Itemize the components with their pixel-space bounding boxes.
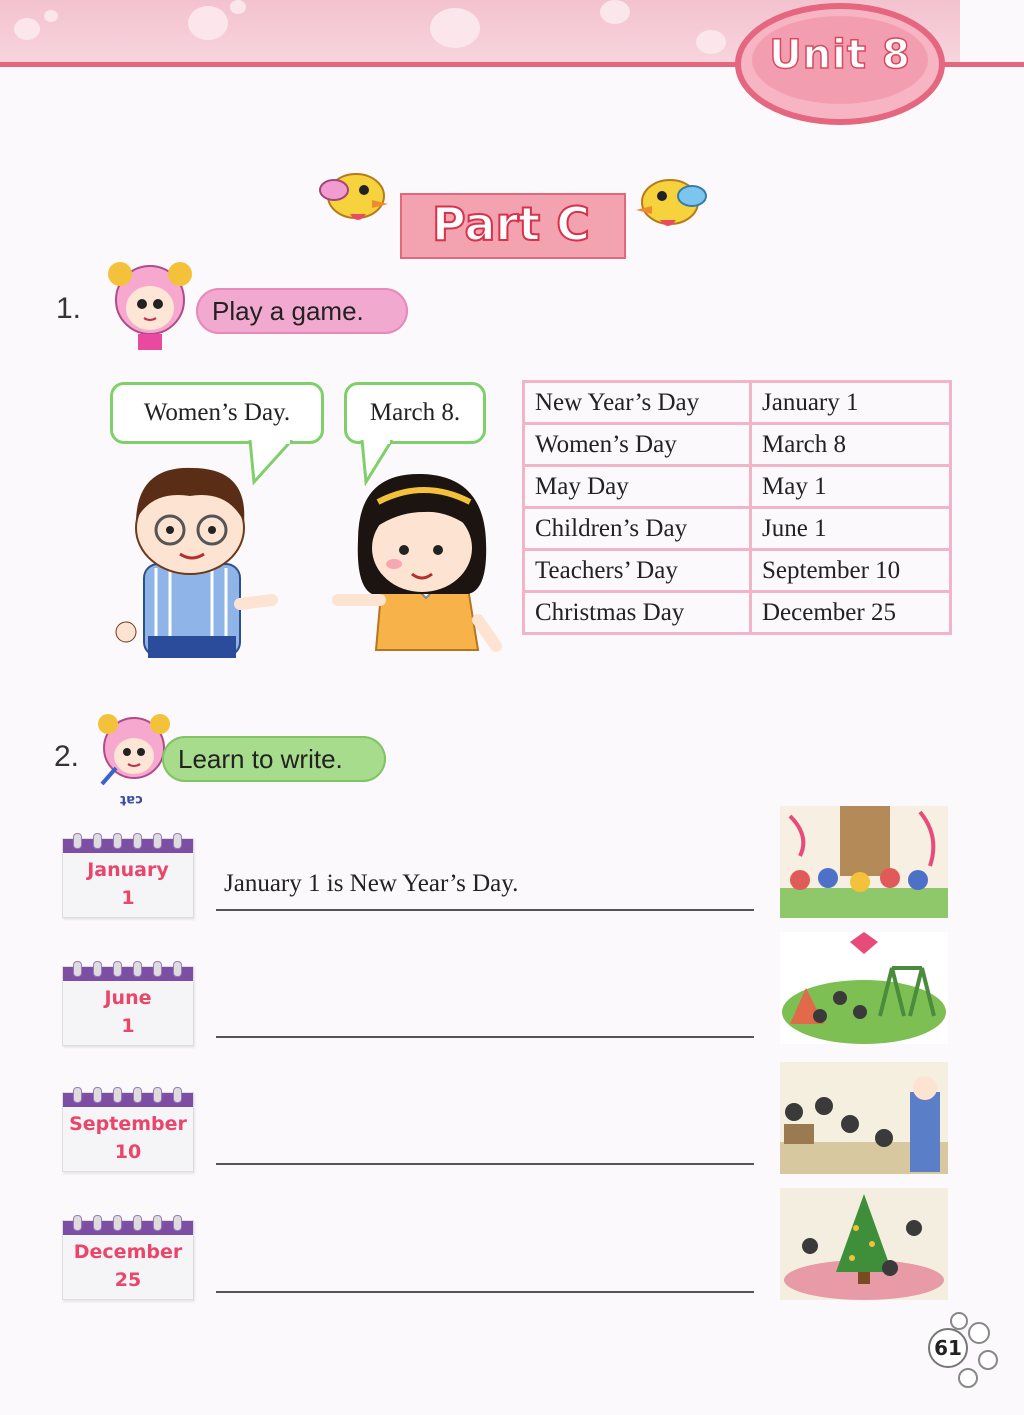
holiday-name: Teachers’ Day: [524, 550, 751, 592]
bubble-decoration: [968, 1322, 990, 1344]
calendar-day: 1: [121, 887, 135, 909]
holiday-date: December 25: [751, 592, 951, 634]
speech-bubble-boy: Women’s Day.: [110, 382, 324, 444]
bubble-decoration: [950, 1312, 968, 1330]
christmas-picture: [780, 1188, 948, 1300]
page-number: 61: [928, 1328, 968, 1368]
ring-icon: [133, 833, 142, 849]
holiday-table: [522, 380, 952, 635]
example-sentence: January 1 is New Year’s Day.: [224, 870, 519, 897]
holiday-date: June 1: [751, 508, 951, 550]
ring-icon: [93, 961, 102, 977]
holiday-name: Christmas Day: [524, 592, 751, 634]
bubble-decoration: [958, 1368, 978, 1388]
ring-icon: [173, 1215, 182, 1231]
calendar-card: [62, 838, 194, 918]
paw-print-icon: [696, 30, 726, 54]
mascot-pencil-tag: cat: [120, 792, 143, 807]
paw-print-icon: [600, 0, 630, 24]
ring-icon: [173, 961, 182, 977]
paw-print-icon: [14, 18, 40, 40]
calendar-month: January: [87, 859, 169, 881]
calendar-card: [62, 966, 194, 1046]
writing-line[interactable]: [216, 909, 754, 911]
girl-illustration: [328, 470, 504, 660]
ring-icon: [153, 961, 162, 977]
holiday-name: Children’s Day: [524, 508, 751, 550]
ring-icon: [93, 833, 102, 849]
speech-bubble-girl: March 8.: [344, 382, 486, 444]
holiday-name: Women’s Day: [524, 424, 751, 466]
section-2-number: 2.: [54, 740, 80, 773]
table-row: [524, 424, 951, 466]
calendar-month: June: [104, 987, 152, 1009]
ring-icon: [173, 1087, 182, 1103]
ring-icon: [113, 1215, 122, 1231]
part-title: Part C: [432, 197, 590, 251]
bubble-decoration: [978, 1350, 998, 1370]
ring-icon: [73, 1215, 82, 1231]
bird-right-icon: [630, 166, 714, 234]
ring-icon: [73, 961, 82, 977]
writing-line[interactable]: [216, 1291, 754, 1293]
paw-print-icon: [188, 6, 228, 40]
calendar-day: 25: [114, 1269, 142, 1291]
calendar-month: September: [69, 1113, 187, 1135]
calendar-day: 10: [114, 1141, 142, 1163]
childrens-day-picture: [780, 932, 948, 1044]
table-row: [524, 466, 951, 508]
section-1-number: 1.: [56, 292, 82, 325]
holiday-date: September 10: [751, 550, 951, 592]
ring-icon: [173, 833, 182, 849]
calendar-month: December: [73, 1241, 183, 1263]
holiday-name: New Year’s Day: [524, 382, 751, 424]
table-row: [524, 550, 951, 592]
ring-icon: [113, 833, 122, 849]
new-years-picture: [780, 806, 948, 918]
teachers-day-picture: [780, 1062, 948, 1174]
ring-icon: [73, 833, 82, 849]
paw-print-icon: [430, 8, 480, 48]
section-1-title: Play a game.: [196, 288, 408, 334]
girl-mascot-icon: [98, 258, 202, 354]
holiday-date: May 1: [751, 466, 951, 508]
table-row: [524, 592, 951, 634]
ring-icon: [133, 961, 142, 977]
paw-print-icon: [230, 0, 246, 14]
ring-icon: [93, 1215, 102, 1231]
calendar-card: [62, 1220, 194, 1300]
holiday-name: May Day: [524, 466, 751, 508]
bird-left-icon: [314, 160, 394, 228]
holiday-date: January 1: [751, 382, 951, 424]
ring-icon: [133, 1087, 142, 1103]
boy-illustration: [108, 460, 284, 660]
writing-line[interactable]: [216, 1163, 754, 1165]
unit-number: 8: [881, 32, 911, 78]
holiday-date: March 8: [751, 424, 951, 466]
ring-icon: [93, 1087, 102, 1103]
section-2-title: Learn to write.: [162, 736, 386, 782]
ring-icon: [73, 1087, 82, 1103]
ring-icon: [153, 1087, 162, 1103]
writing-line[interactable]: [216, 1036, 754, 1038]
ring-icon: [153, 1215, 162, 1231]
calendar-day: 1: [121, 1015, 135, 1037]
ring-icon: [113, 1087, 122, 1103]
paw-print-icon: [44, 10, 58, 22]
calendar-card: [62, 1092, 194, 1172]
unit-title: [734, 32, 946, 78]
ring-icon: [113, 961, 122, 977]
girl-mascot-writing-icon: [96, 712, 172, 792]
table-row: [524, 382, 951, 424]
ring-icon: [133, 1215, 142, 1231]
table-row: [524, 508, 951, 550]
ring-icon: [153, 833, 162, 849]
unit-label: Unit: [769, 32, 867, 78]
